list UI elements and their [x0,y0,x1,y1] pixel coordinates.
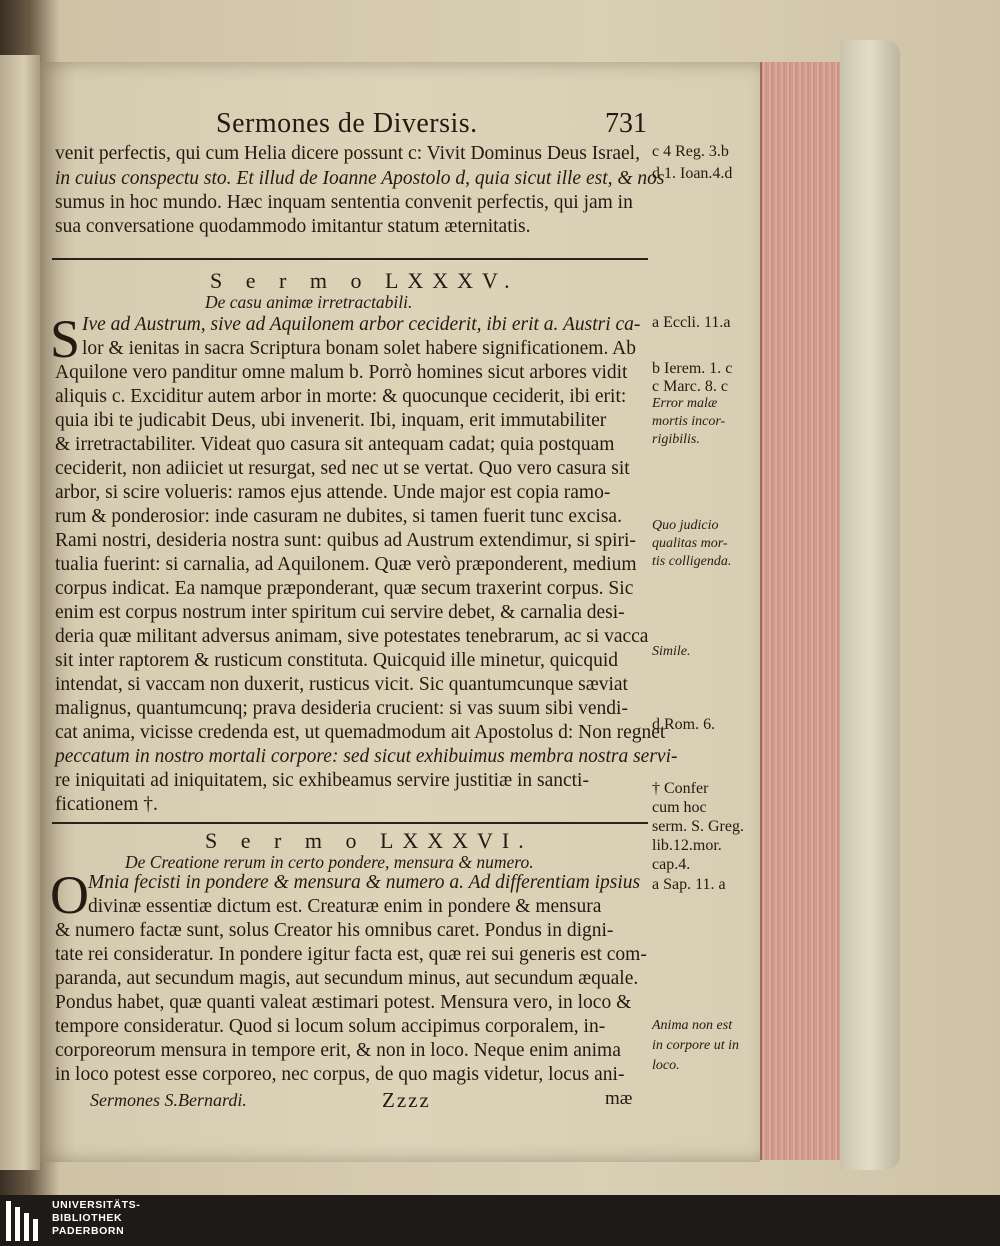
text-line: malignus, quantumcunq; prava desideria crucient: si vas suum sibi vendi- [55,698,628,719]
margin-note: loco. [652,1058,680,1073]
text-line: paranda, aut secundum magis, aut secundum minus, aut secundum æquale. [55,968,639,989]
text-line: in cuius conspectu sto. Et illud de Ioanne Apostolo d, quia sicut ille est, & nos [55,168,665,189]
left-page-edge [0,55,41,1170]
text-line: Rami nostri, desideria nostra sunt: quibus ad Austrum extendimur, si spiri- [55,530,636,551]
text-line: arbor, si scire volueris: ramos ejus attende. Unde major est copia ramo- [55,482,611,503]
text-line: corpus indicat. Ea namque præponderant, quæ secum traxerint corpus. Sic [55,578,634,599]
text-line: sua conversatione quodammodo imitantur statum æternitatis. [55,216,531,237]
text-line: & numero factæ sunt, solus Creator his omnibus caret. Pondus in digni- [55,920,614,941]
text-line: Aquilone vero panditur omne malum b. Porrò homines sicut arbores vidit [55,362,628,383]
text-line: Mnia fecisti in pondere & mensura & numero a. Ad differentiam ipsius [88,872,641,893]
text-line: aliquis c. Exciditur autem arbor in morte: & quocunque ceciderit, ibi erit: [55,386,627,407]
margin-note: Error malæ [652,396,718,411]
text-line: tualia fuerint: si carnalia, ad Aquilonem. Quæ verò præponderent, medium [55,554,637,575]
dropcap: S [50,309,81,369]
text-line: enim est corpus nostrum inter spiritum cui servire debet, & carnalia desi- [55,602,625,623]
sermon-heading: S e r m o LXXXV. [210,268,519,293]
margin-note: c 4 Reg. 3.b [652,143,729,160]
margin-note: c Marc. 8. c [652,378,728,395]
catchword-right: mæ [605,1088,633,1109]
text-line: divinæ essentiæ dictum est. Creaturæ enim in pondere & mensura [88,896,602,917]
text-line: ficationem †. [55,794,158,815]
margin-note: lib.12.mor. [652,837,722,854]
text-line: re iniquitati ad iniquitatem, sic exhibeamus servire justitiæ in sancti- [55,770,589,791]
text-line: corporeorum mensura in tempore erit, & non in loco. Neque enim anima [55,1040,621,1061]
library-name-line: UNIVERSITÄTS- [52,1199,141,1211]
margin-note: Quo judicio [652,518,719,533]
signature-mark: Zzzz [382,1088,431,1112]
text-line: & irretractabiliter. Videat quo casura sit antequam cadat; quia postquam [55,434,615,455]
section-rule [52,822,648,824]
library-name-line: PADERBORN [52,1225,125,1237]
text-line: tempore consideratur. Quod si locum solum accipimus corporalem, in- [55,1016,606,1037]
text-line: deria quæ militant adversus animam, sive potestates tenebrarum, ac si vacca [55,626,649,647]
text-line: rum & ponderosior: inde casuram ne dubites, si tamen fuerit tunc excisa. [55,506,622,527]
margin-note: Anima non est [652,1018,733,1033]
margin-note: mortis incor- [652,414,726,429]
text-line: peccatum in nostro mortali corpore: sed sicut exhibuimus membra nostra servi- [55,746,678,767]
margin-note: d Rom. 6. [652,716,716,733]
page-number: 731 [605,108,647,139]
margin-note: qualitas mor- [652,536,728,551]
text-line: intendat, si vaccam non duxerit, rusticus vicit. Sic quantumcunque sæviat [55,674,628,695]
margin-note: in corpore ut in [652,1038,739,1053]
text-line: sit inter raptorem & rusticum constituta. Quicquid ille minetur, quicquid [55,650,618,671]
sermon-subheading: De casu animæ irretractabili. [205,292,413,312]
margin-note: cum hoc [652,799,707,816]
dropcap: O [50,865,89,925]
text-line: tate rei consideratur. In pondere igitur facta est, quæ rei sui generis est com- [55,944,647,965]
section-rule [52,258,648,260]
margin-note: serm. S. Greg. [652,818,744,835]
vellum-cover-edge [840,40,900,1170]
text-line: cat anima, vicisse credenda est, ut quemadmodum ait Apostolus d: Non regnet [55,722,666,743]
margin-note: d 1. Ioan.4.d [652,165,733,182]
running-title: Sermones de Diversis. [216,108,478,139]
margin-note: tis colligenda. [652,554,732,569]
library-logo-icon [6,1201,46,1241]
sermon-subheading: De Creatione rerum in certo pondere, mensura & numero. [125,852,534,872]
text-line: Ive ad Austrum, sive ad Aquilonem arbor ceciderit, ibi erit a. Austri ca- [82,314,641,335]
text-line: quia ibi te judicabit Deus, ubi invenerit. Ibi, inquam, erit immutabiliter [55,410,607,431]
page-block-edge [760,62,842,1160]
margin-note: cap.4. [652,856,691,873]
text-line: Pondus habet, quæ quanti valeat æstimari potest. Mensura vero, in loco & [55,992,632,1013]
margin-note: b Ierem. 1. c [652,360,733,377]
margin-note: Simile. [652,644,691,659]
text-line: lor & ienitas in sacra Scriptura bonam solet habere significationem. Ab [82,338,636,359]
catchword-left: Sermones S.Bernardi. [90,1090,247,1110]
margin-note: a Eccli. 11.a [652,314,731,331]
sermon-heading: S e r m o LXXXVI. [205,828,533,853]
text-line: in loco potest esse corporeo, nec corpus, de quo magis videtur, locus ani- [55,1064,625,1085]
library-footer [0,1195,1000,1246]
text-line: ceciderit, non adiiciet ut resurgat, sed nec ut se vertat. Quo vero casura sit [55,458,630,479]
text-line: venit perfectis, qui cum Helia dicere possunt c: Vivit Dominus Deus Israel, [55,143,640,164]
margin-note: a Sap. 11. a [652,876,726,893]
library-name-line: BIBLIOTHEK [52,1212,123,1224]
margin-note: † Confer [652,780,709,797]
margin-note: rigibilis. [652,432,700,447]
text-line: sumus in hoc mundo. Hæc inquam sententia convenit perfectis, qui jam in [55,192,633,213]
